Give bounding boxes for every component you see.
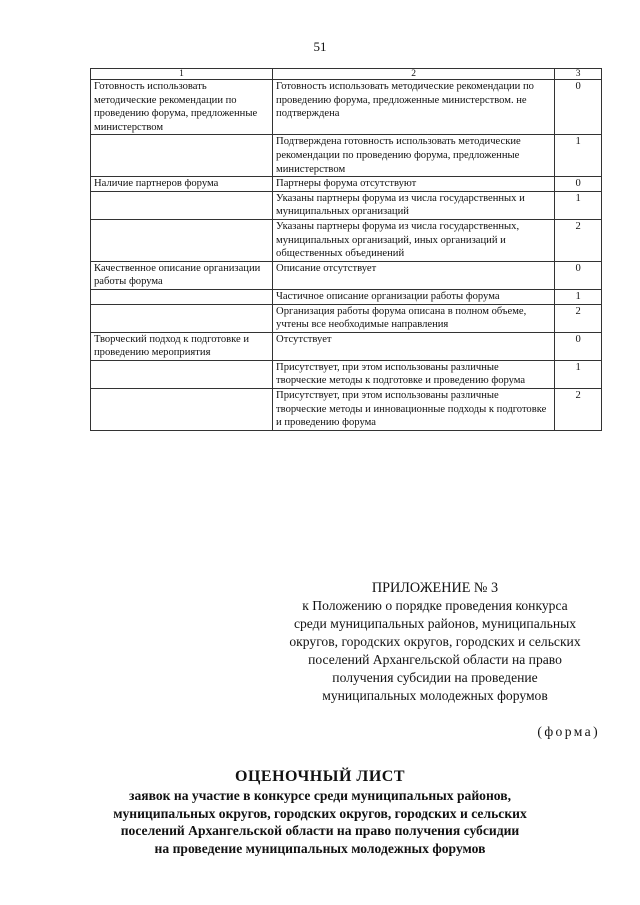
option-description-cell: Организация работы форума описана в полном объеме, учтены все необходимые направления [273, 304, 555, 332]
score-cell: 1 [555, 360, 602, 388]
criterion-cell: Творческий подход к подготовке и проведению мероприятия [91, 332, 273, 360]
option-description-cell: Присутствует, при этом использованы различные творческие методы и инновационные подходы к подготовке и проведению форума [273, 389, 555, 431]
document-subtitle-line: на проведение муниципальных молодежных форумов [154, 840, 486, 856]
table-row [91, 289, 602, 304]
option-description-cell: Партнеры форума отсутствуют [273, 177, 555, 192]
criterion-cell-continued [91, 191, 273, 219]
table-row [91, 191, 602, 219]
criterion-cell: Готовность использовать методические рекомендации по проведению форума, предложенные министерством [91, 80, 273, 135]
score-cell: 0 [555, 261, 602, 289]
criterion-cell-continued [91, 389, 273, 431]
table-row [91, 304, 602, 332]
appendix-line: получения субсидии на проведение [332, 670, 538, 685]
score-cell: 2 [555, 219, 602, 261]
table-row [91, 80, 602, 135]
appendix-line: муниципальных молодежных форумов [322, 688, 548, 703]
document-title-block [0, 767, 640, 857]
score-cell: 1 [555, 135, 602, 177]
criterion-cell-continued [91, 304, 273, 332]
criterion-cell: Качественное описание организации работы форума [91, 261, 273, 289]
appendix-line: поселений Архангельской области на право [308, 652, 562, 667]
document-subtitle-line: поселений Архангельской области на право получения субсидии [120, 823, 520, 839]
column-header-1: 1 [91, 69, 273, 80]
score-cell: 0 [555, 332, 602, 360]
appendix-block [250, 579, 620, 705]
score-cell: 1 [555, 191, 602, 219]
column-header-2: 2 [273, 69, 555, 80]
score-cell: 0 [555, 80, 602, 135]
table-row [91, 135, 602, 177]
score-cell: 2 [555, 304, 602, 332]
appendix-line: округов, городских округов, городских и сельских [289, 634, 581, 649]
table-row [91, 332, 602, 360]
appendix-title: ПРИЛОЖЕНИЕ № 3 [371, 580, 499, 596]
option-description-cell: Указаны партнеры форума из числа государственных, муниципальных организаций, иных организаций и общественных объединений [273, 219, 555, 261]
option-description-cell: Указаны партнеры форума из числа государственных и муниципальных организаций [273, 191, 555, 219]
table-row [91, 261, 602, 289]
score-cell: 2 [555, 389, 602, 431]
option-description-cell: Готовность использовать методические рекомендации по проведению форума, предложенные министерством. не подтверждена [273, 80, 555, 135]
criterion-cell: Наличие партнеров форума [91, 177, 273, 192]
table-row [91, 389, 602, 431]
option-description-cell: Подтверждена готовность использовать методические рекомендации по проведению форума, предложенные министерством [273, 135, 555, 177]
option-description-cell: Присутствует, при этом использованы различные творческие методы к подготовке и проведению форума [273, 360, 555, 388]
document-subtitle-line: муниципальных округов, городских округов, городских и сельских [113, 805, 527, 821]
option-description-cell: Описание отсутствует [273, 261, 555, 289]
criterion-cell-continued [91, 219, 273, 261]
criterion-cell-continued [91, 135, 273, 177]
appendix-line: к Положению о порядке проведения конкурса [302, 598, 568, 613]
document-subtitle-line: заявок на участие в конкурсе среди муниципальных районов, [129, 788, 511, 803]
document-title: ОЦЕНОЧНЫЙ ЛИСТ [235, 768, 405, 785]
table-row [91, 177, 602, 192]
option-description-cell: Частичное описание организации работы форума [273, 289, 555, 304]
criterion-cell-continued [91, 289, 273, 304]
table-row [91, 219, 602, 261]
criteria-table [90, 68, 602, 431]
column-header-3: 3 [555, 69, 602, 80]
score-cell: 1 [555, 289, 602, 304]
table-row [91, 360, 602, 388]
criterion-cell-continued [91, 360, 273, 388]
appendix-line: среди муниципальных районов, муниципальных [293, 616, 577, 631]
table-header-row [91, 69, 602, 80]
option-description-cell: Отсутствует [273, 332, 555, 360]
score-cell: 0 [555, 177, 602, 192]
page-number: 51 [313, 39, 327, 54]
forma-label: (форма) [537, 724, 600, 739]
